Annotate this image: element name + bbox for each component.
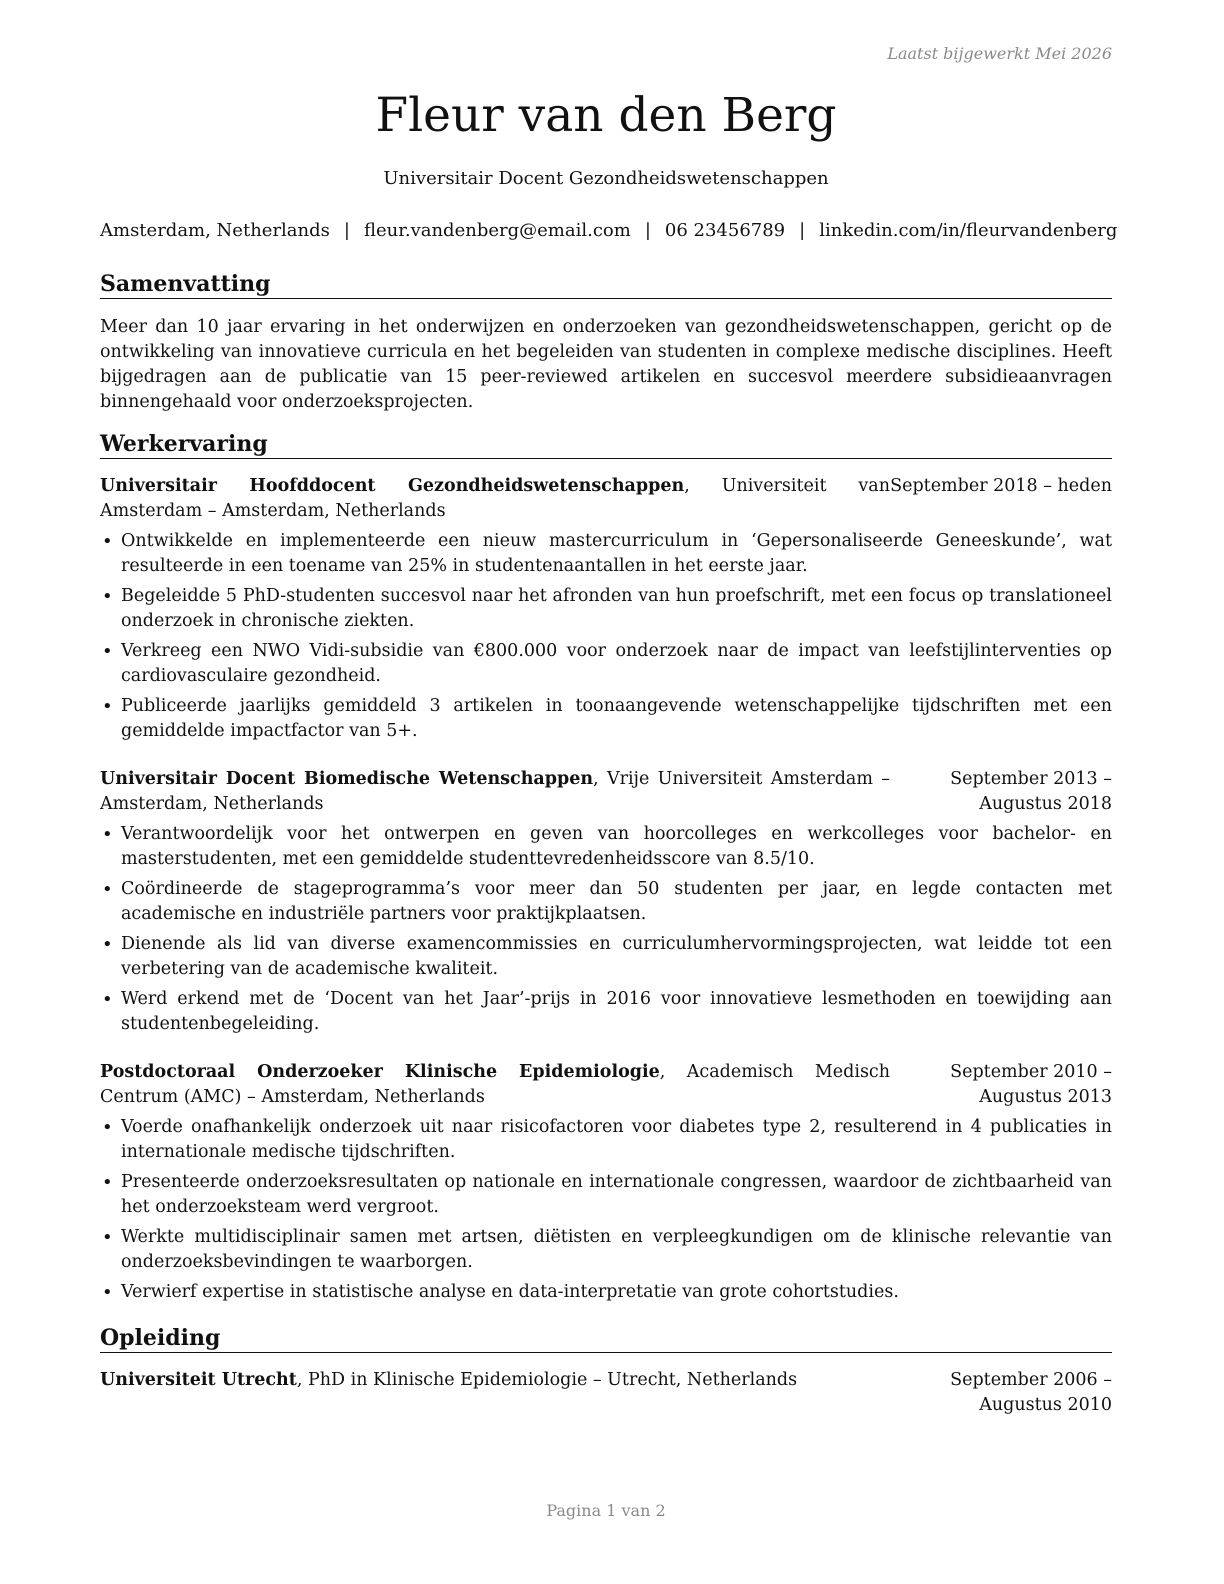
job-details: , Academisch Medisch Centrum (AMC) – Amsterdam, Netherlands: [100, 1062, 890, 1107]
list-item: • Werkte multidisciplinair samen met artsen, diëtisten en verpleegkundigen om de klinische relevantie van onderzoeksbevindingen te waarborgen.: [100, 1225, 1112, 1275]
contact-phone: 06 23456789: [664, 220, 786, 241]
section-title-education: Opleiding: [100, 1324, 1112, 1353]
section-title-summary: Samenvatting: [100, 270, 1112, 299]
section-title-experience: Werkervaring: [100, 430, 1112, 459]
candidate-name: Fleur van den Berg: [375, 88, 837, 143]
list-item: • Verkreeg een NWO Vidi-subsidie van €800.000 voor onderzoek naar de impact van leefstijlinterventies op cardiovasculaire gezondheid.: [100, 639, 1112, 689]
education-dates: September 2006 – Augustus 2010: [950, 1370, 1112, 1415]
contact-line: [100, 218, 1118, 244]
education-school: Universiteit Utrecht: [100, 1370, 297, 1390]
resume-page: [100, 0, 1118, 1584]
list-item: • Ontwikkelde en implementeerde een nieuw mastercurriculum in ‘Gepersonaliseerde Geneeskunde’, wat resulteerde in een toename van 25% in studentenaantallen in het eerste jaar.: [100, 529, 1112, 579]
contact-linkedin[interactable]: linkedin.com/in/fleurvandenberg: [819, 220, 1118, 241]
job-bullets: [100, 529, 1112, 749]
job-role: Universitair Hoofddocent Gezondheidswetenschappen: [100, 476, 685, 496]
candidate-headline: Universitair Docent Gezondheidswetenschappen: [383, 168, 829, 189]
list-item: • Verantwoordelijk voor het ontwerpen en geven van hoorcolleges en werkcolleges voor bachelor- en masterstudenten, met een gemiddelde studenttevredenheidsscore van 8.5/10.: [100, 822, 1112, 872]
list-item: • Publiceerde jaarlijks gemiddeld 3 artikelen in toonaangevende wetenschappelijke tijdschriften met een gemiddelde impactfactor van 5+.: [100, 694, 1112, 744]
contact-separator: |: [799, 220, 806, 241]
job-details: , Universiteit van Amsterdam – Amsterdam, Netherlands: [100, 476, 890, 521]
list-item: • Voerde onafhankelijk onderzoek uit naar risicofactoren voor diabetes type 2, resulterend in 4 publicaties in internationale medische tijdschriften.: [100, 1115, 1112, 1165]
page-number: Pagina 1 van 2: [546, 1501, 666, 1520]
list-item: • Coördineerde de stageprogramma’s voor meer dan 50 studenten per jaar, en legde contacten met academische en industriële partners voor praktijkplaatsen.: [100, 877, 1112, 927]
job-dates: September 2013 – Augustus 2018: [950, 769, 1112, 814]
education-line: [100, 1368, 890, 1393]
job-role: Postdoctoraal Onderzoeker Klinische Epidemiologie: [100, 1062, 660, 1082]
contact-separator: |: [343, 220, 350, 241]
job-title-line: [100, 767, 890, 817]
job-title-line: [100, 474, 890, 524]
contact-separator: |: [644, 220, 651, 241]
list-item: • Presenteerde onderzoeksresultaten op nationale en internationale congressen, waardoor de zichtbaarheid van het onderzoeksteam werd vergroot.: [100, 1170, 1112, 1220]
job-details: , Vrije Universiteit Amsterdam – Amsterdam, Netherlands: [100, 769, 890, 814]
job-bullets: [100, 1115, 1112, 1310]
last-updated: Laatst bijgewerkt Mei 2026: [887, 44, 1112, 63]
list-item: • Dienende als lid van diverse examencommissies en curriculumhervormingsprojecten, wat leidde tot een verbetering van de academische kwaliteit.: [100, 932, 1112, 982]
list-item: • Begeleidde 5 PhD-studenten succesvol naar het afronden van hun proefschrift, met een focus op translationeel onderzoek in chronische ziekten.: [100, 584, 1112, 634]
list-item: • Werd erkend met de ‘Docent van het Jaar’-prijs in 2016 voor innovatieve lesmethoden en toewijding aan studentenbegeleiding.: [100, 987, 1112, 1037]
job-dates: September 2010 – Augustus 2013: [950, 1062, 1112, 1107]
job-title-line: [100, 1060, 890, 1110]
education-details: , PhD in Klinische Epidemiologie – Utrecht, Netherlands: [296, 1370, 798, 1390]
contact-email[interactable]: fleur.vandenberg@email.com: [363, 220, 631, 241]
job-dates: September 2018 – heden: [890, 476, 1112, 496]
job-role: Universitair Docent Biomedische Wetenschappen: [100, 769, 594, 789]
contact-location: Amsterdam, Netherlands: [100, 220, 330, 241]
summary-text: Meer dan 10 jaar ervaring in het onderwijzen en onderzoeken van gezondheidswetenschappen, gericht op de ontwikkeling van innovatieve curricula en het begeleiden van studenten in complexe medische disciplines. Heeft bijgedragen aan de publicatie van 15 peer-reviewed artikelen en succesvol meerdere subsidieaanvragen binnengehaald voor onderzoeksprojecten.: [100, 317, 1112, 412]
job-bullets: [100, 822, 1112, 1042]
list-item: • Verwierf expertise in statistische analyse en data-interpretatie van grote cohortstudies.: [100, 1280, 1112, 1305]
